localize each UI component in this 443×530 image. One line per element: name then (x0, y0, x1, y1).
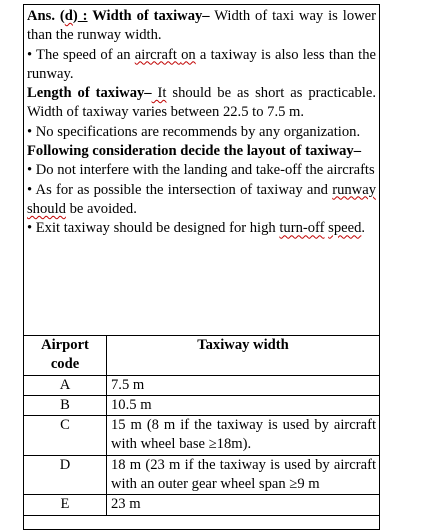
taxiway-width-cell: 23 m (107, 495, 380, 515)
taxiway-width-cell: 18 m (23 m if the taxiway is used by aircraft with an outer gear wheel span ≥9 m (107, 455, 380, 495)
table-row (24, 395, 379, 415)
interfere-bullet: • Do not interfere with the landing and take-off the aircrafts (27, 162, 375, 179)
airport-code-cell: A (24, 375, 107, 395)
airport-code-cell: B (24, 395, 107, 415)
table-row (24, 455, 379, 495)
taxiway-width-cell: 7.5 m (107, 375, 380, 395)
taxiway-width-table (24, 335, 379, 516)
specifications-bullet: • No specifications are recommends by any organization. (27, 123, 361, 140)
speed-bullet: • The speed of an aircraft on a taxiway is also less than the runway. (27, 46, 376, 82)
layout-heading: Following consideration decide the layout of taxiway– (27, 143, 362, 160)
intersection-bullet: • As for as possible the intersection of taxiway and runway should be avoided. (27, 181, 376, 217)
airport-code-cell: D (24, 455, 107, 495)
airport-code-cell: C (24, 416, 107, 456)
taxiway-width-cell: 10.5 m (107, 395, 380, 415)
answer-label: Ans. (d) : Width of taxiway– (27, 8, 210, 24)
length-paragraph: Length of taxiway– It should be as short as practicable. Width of taxiway varies between 22.5 to 7.5 m. (27, 85, 376, 121)
width-paragraph: Ans. (d) : Width of taxiway– Width of taxi way is lower than the runway width. (27, 8, 376, 44)
exit-taxiway-bullet: • Exit taxiway should be designed for high turn-off speed. (27, 220, 366, 237)
answer-text (24, 5, 379, 335)
airport-code-cell: E (24, 495, 107, 515)
table-row (24, 495, 379, 515)
table-row (24, 375, 379, 395)
table-row (24, 416, 379, 456)
taxiway-width-header: Taxiway width (107, 336, 380, 376)
airport-code-header: Airport code (24, 336, 107, 376)
table-header-row (24, 336, 379, 376)
answer-box (23, 4, 380, 530)
taxiway-width-cell: 15 m (8 m if the taxiway is used by aircraft with wheel base ≥18m). (107, 416, 380, 456)
